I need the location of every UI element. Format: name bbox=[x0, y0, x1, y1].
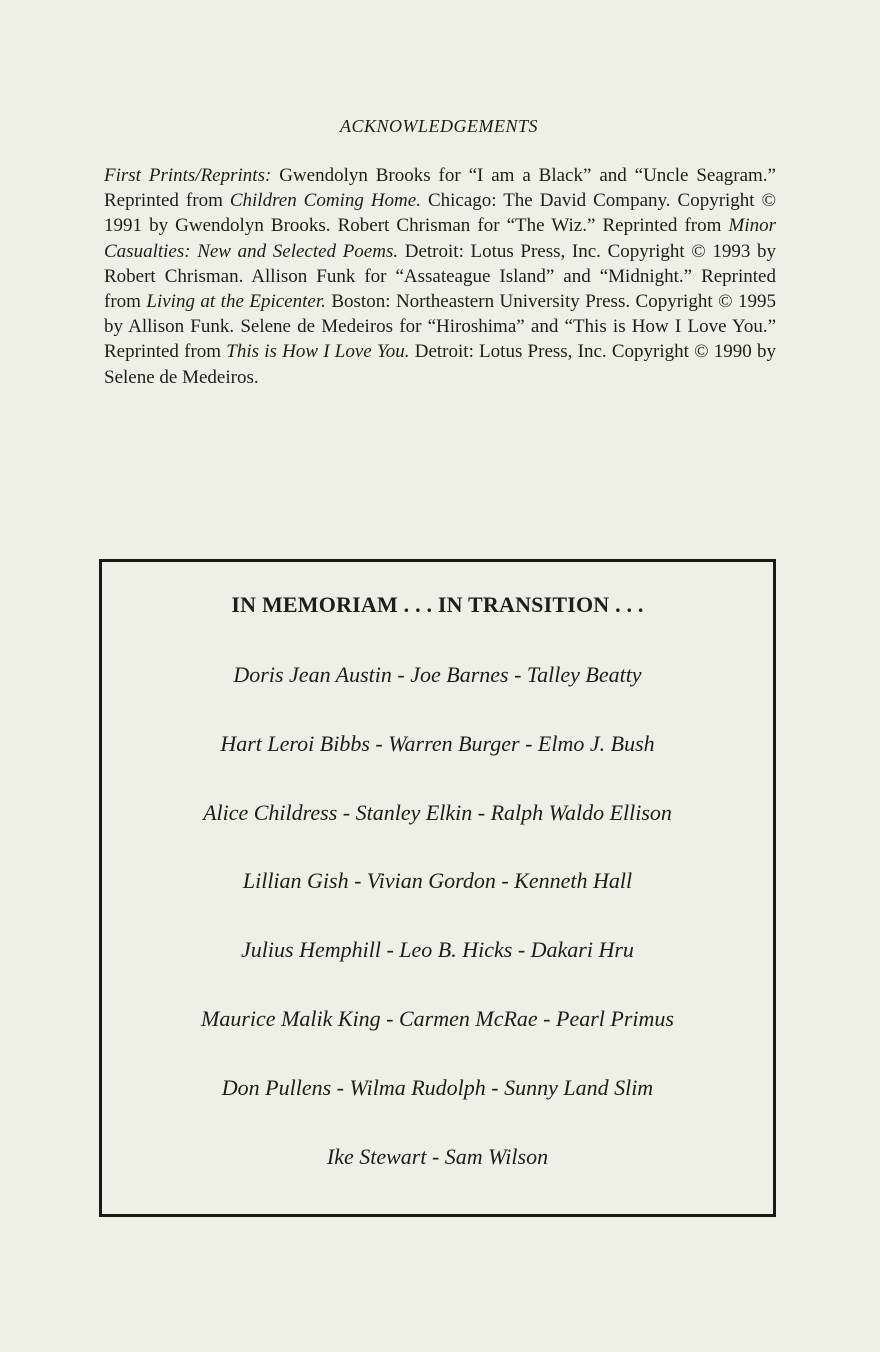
memoriam-title: IN MEMORIAM . . . IN TRANSITION . . . bbox=[231, 592, 644, 617]
memoriam-line: Doris Jean Austin - Joe Barnes - Talley Beatty bbox=[233, 662, 642, 687]
memoriam-box bbox=[99, 559, 776, 1217]
ack-title-living-at-the-epicenter: Living at the Epicenter. bbox=[146, 291, 326, 313]
memoriam-line: Alice Childress - Stanley Elkin - Ralph Waldo Ellison bbox=[203, 800, 672, 825]
ack-segment: Detroit: Lotus Press, Inc. Copyright © 1993 by Robert Chrisman. Allison Funk for “Assateague Island” and “Midnight.” Reprinted from bbox=[104, 240, 776, 313]
memoriam-line: Lillian Gish - Vivian Gordon - Kenneth Hall bbox=[242, 868, 633, 893]
ack-title-children-coming-home: Children Coming Home. bbox=[229, 190, 421, 212]
ack-segment: Gwendolyn Brooks for “I am a Black” and “Uncle Seagram.” Reprinted from bbox=[104, 165, 776, 212]
ack-segment: First Prints/Reprints: bbox=[104, 165, 272, 186]
ack-title-minor-casualties: Minor Casualties: New and Selected Poems. bbox=[104, 215, 776, 262]
memoriam-line: Julius Hemphill - Leo B. Hicks - Dakari Hru bbox=[241, 937, 634, 962]
ack-segment: Detroit: Lotus Press, Inc. Copyright © 1990 by Selene de Medeiros. bbox=[104, 341, 777, 388]
memoriam-line: Ike Stewart - Sam Wilson bbox=[326, 1144, 549, 1169]
memoriam-line: Don Pullens - Wilma Rudolph - Sunny Land Slim bbox=[221, 1075, 654, 1100]
ack-segment: Boston: Northeastern University Press. Copyright © 1995 by Allison Funk. Selene de Medeiros for “Hiroshima” and “This is How I Love You.” Reprinted from bbox=[104, 291, 776, 363]
acknowledgements-heading: ACKNOWLEDGEMENTS bbox=[339, 116, 538, 136]
ack-title-this-is-how-i-love-you: This is How I Love You. bbox=[226, 341, 410, 363]
acknowledgements-paragraph bbox=[104, 163, 776, 390]
memoriam-line: Hart Leroi Bibbs - Warren Burger - Elmo J. Bush bbox=[220, 731, 655, 756]
memoriam-line: Maurice Malik King - Carmen McRae - Pearl Primus bbox=[201, 1006, 674, 1031]
ack-segment: Chicago: The David Company. Copyright © 1991 by Gwendolyn Brooks. Robert Chrisman for “The Wiz.” Reprinted from bbox=[104, 190, 777, 237]
